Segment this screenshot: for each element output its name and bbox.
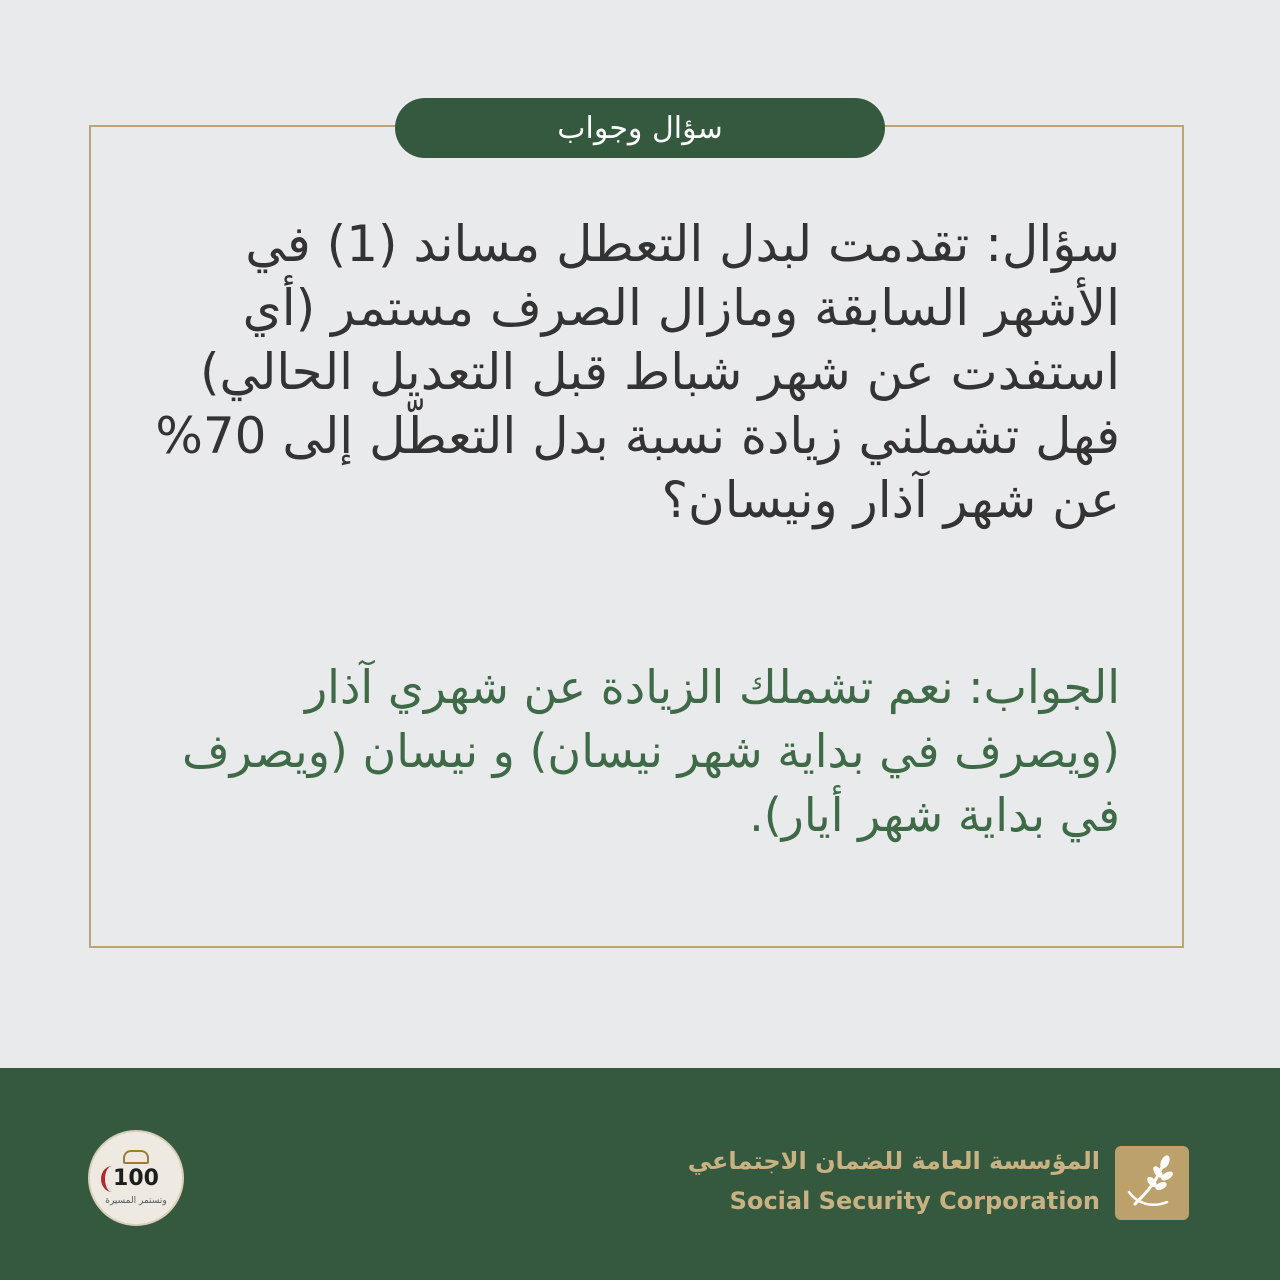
org-name-arabic: المؤسسة العامة للضمان الاجتماعي: [687, 1147, 1100, 1175]
wheat-logo-svg: [1115, 1146, 1189, 1220]
badge-caption: وتستمر المسيرة: [105, 1196, 167, 1206]
crown-icon: [123, 1150, 149, 1164]
org-name-english: Social Security Corporation: [729, 1187, 1100, 1215]
question-text: سؤال: تقدمت لبدل التعطل مساند (1) في الأشهر السابقة ومازال الصرف مستمر (أي استفدت عن شهر شباط قبل التعديل الحالي) فهل تشملني زيادة نسبة بدل التعطّل إلى 70% عن شهر آذار ونيسان؟: [155, 215, 1120, 529]
centenary-badge-icon: [88, 1130, 184, 1226]
badge-number: 100: [113, 1166, 159, 1191]
page-title: سؤال وجواب: [395, 98, 885, 158]
wheat-logo-icon: [1115, 1146, 1189, 1220]
answer-text: الجواب: نعم تشملك الزيادة عن شهري آذار (ويصرف في بداية شهر نيسان) و نيسان (ويصرف في بداية شهر أيار).: [181, 660, 1120, 842]
